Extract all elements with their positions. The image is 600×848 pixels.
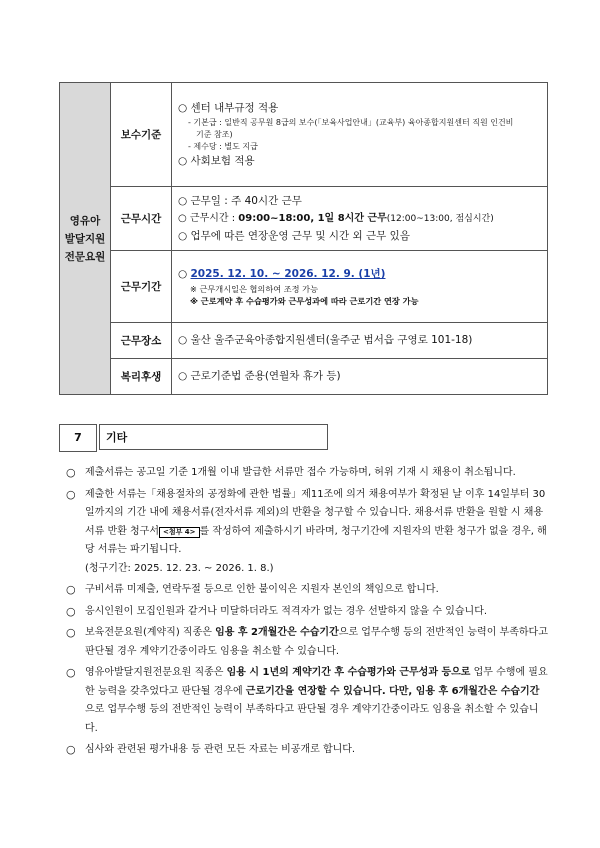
period-content [172, 251, 548, 323]
note-text: 으로 업무수행 등의 전반적인 능력이 부족하다고 판단될 경우 계약기간중이라도 임용을 취소할 수 있습니다. [85, 704, 539, 734]
period-dates-line [178, 266, 541, 283]
note-item [62, 603, 548, 622]
row-header-position [60, 83, 111, 395]
period-note-2: ※ 근로계약 후 수습평가와 근무성과에 따라 근로기간 연장 가능 [190, 296, 419, 306]
note-item [62, 741, 548, 760]
note-item [62, 664, 548, 738]
note-text: 제출한 서류는「채용절차의 공정화에 관한 법률」제11조에 의거 채용여부가 확정된 날 이후 14일부터 30일까지의 기간 내에 채용서류(전자서류 제외)의 반환을 청구할 수 있습니다. 채용서류 반환을 원할 시 채용서류 반환 청구서 [85, 488, 546, 537]
pay-sub-2: - 제수당 : 별도 지급 [188, 141, 258, 151]
period-note-1: ※ 근무개시일은 협의하여 조정 가능 [190, 284, 318, 294]
note-claim-period: (청구기간: 2025. 12. 23. ~ 2026. 1. 8.) [85, 562, 274, 574]
note-item [62, 581, 548, 600]
hours-line-1: ○ 근무일 : 주 40시간 근무 [178, 194, 302, 207]
note-text: 제출서류는 공고일 기준 1개월 이내 발급한 서류만 접수 가능하며, 허위 기재 시 채용이 취소됩니다. [85, 467, 516, 478]
note-text: 구비서류 미제출, 연락두절 등으로 인한 불이익은 지원자 본인의 책임으로 합니다. [85, 584, 439, 595]
note-emphasis: 임용 후 2개월간은 수습기간 [215, 627, 339, 638]
circle-bullet-icon: ○ [66, 583, 76, 596]
circle-bullet-icon: ○ [66, 487, 76, 501]
note-item [62, 486, 548, 579]
row-header-line: 전문요원 [64, 250, 106, 263]
hours-content [172, 187, 548, 251]
hours-line-2-suffix: (12:00~13:00, 점심시간) [386, 213, 494, 224]
circle-bullet-icon: ○ [66, 466, 76, 479]
note-text: 보육전문요원(계약직) 직종은 [85, 627, 216, 638]
circle-bullet-icon: ○ [66, 666, 76, 679]
note-text: 영유아발달지원전문요원 직종은 [85, 667, 227, 678]
label-welfare: 복리후생 [111, 359, 172, 395]
hours-line-2 [178, 210, 541, 228]
place-content: ○ 울산 울주군육아종합지원센터(울주군 범서읍 구영로 101-18) [172, 323, 548, 359]
label-period: 근무기간 [111, 251, 172, 323]
section-title: 기타 [99, 424, 328, 450]
note-text: 업무 수행에 필요한 능력을 갖추었다고 판단될 경우에 [85, 667, 548, 697]
label-pay: 보수기준 [111, 83, 172, 187]
period-dates: 2025. 12. 10. ~ 2026. 12. 9. (1년) [190, 268, 386, 280]
note-text: 으로 업무수행 등의 전반적인 능력이 부족하다고 판단될 경우 계약기간중이라도 임용을 취소할 수 있습니다. [85, 627, 548, 657]
note-item [62, 464, 548, 483]
note-text: 응시인원이 모집인원과 같거나 미달하더라도 적격자가 없는 경우 선발하지 않을 수 있습니다. [85, 605, 488, 617]
note-item [62, 624, 548, 661]
note-emphasis: 근로기간을 연장할 수 있습니다. 다만, 임용 후 6개월간은 수습기간 [245, 685, 540, 697]
section-number: 7 [59, 424, 97, 452]
note-emphasis: 임용 시 1년의 계약기간 후 수습평가와 근무성과 등으로 [226, 667, 471, 678]
row-header-line: 발달지원 [64, 232, 106, 245]
label-hours: 근무시간 [111, 187, 172, 251]
note-text: 심사와 관련된 평가내용 등 관련 모든 자료는 비공개로 합니다. [85, 744, 356, 755]
hours-line-2-main: 09:00~18:00, 1일 8시간 근무 [238, 212, 387, 224]
note-text: 를 작성하여 제출하시기 바라며, 청구기간에 지원자의 반환 청구가 없을 경우, 해당 서류는 파기됩니다. [85, 525, 547, 555]
circle-bullet-icon: ○ [66, 743, 76, 756]
pay-content [172, 83, 548, 187]
label-place: 근무장소 [111, 323, 172, 359]
pay-sub-1a: - 기본급 : 일반직 공무원 8급의 보수(「보육사업안내」(교육부) 육아종합지원센터 직원 인건비 [188, 117, 514, 127]
hours-line-2-prefix: ○ 근무시간 : [178, 212, 239, 224]
hours-line-3: ○ 업무에 따른 연장운영 근무 및 시간 외 근무 있음 [178, 229, 410, 242]
employment-terms-table [59, 82, 548, 395]
row-header-line: 영유아 [69, 214, 101, 227]
pay-sub-1b: 기준 참조) [196, 129, 233, 139]
circle-bullet-icon: ○ [66, 604, 76, 618]
attachment-tag: <첨부 4> [159, 527, 200, 538]
period-mark: ○ [178, 268, 191, 280]
pay-bullet-2: ○ 사회보험 적용 [178, 154, 255, 167]
circle-bullet-icon: ○ [66, 626, 76, 639]
welfare-content: ○ 근로기준법 준용(연월차 휴가 등) [172, 359, 548, 395]
notes-list [62, 464, 548, 763]
pay-bullet-1: ○ 센터 내부규정 적용 [178, 101, 279, 114]
